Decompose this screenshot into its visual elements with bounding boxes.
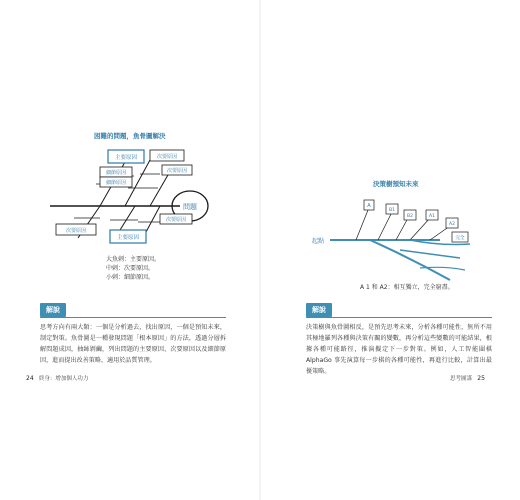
right-footer	[450, 374, 485, 382]
tree-node-b1	[386, 204, 398, 214]
tree-node-a2	[446, 218, 458, 228]
section-divider-left	[40, 317, 226, 318]
fishbone-head-label: 問題	[183, 203, 197, 211]
decision-tree-title: 決策樹預知未來	[373, 180, 419, 188]
svg-text:次要原因: 次要原因	[165, 217, 187, 223]
fishbone-box-detail-1	[100, 167, 132, 177]
decision-tree-diagram	[260, 188, 520, 288]
tree-node-a1	[426, 210, 438, 220]
legend-item: 大魚刺：主要原因。	[106, 256, 161, 263]
right-page	[260, 0, 520, 500]
fishbone-legend	[106, 255, 160, 282]
fishbone-box-secondary-1	[150, 150, 184, 161]
svg-text:次要原因: 次要原因	[65, 228, 87, 234]
fishbone-box-secondary-2	[162, 165, 192, 175]
left-page-number: 24	[26, 375, 34, 382]
fishbone-box-secondary-3	[160, 214, 192, 224]
fishbone-title: 困難的問題，魚骨圖解決	[94, 132, 166, 140]
tree-node-a	[364, 200, 374, 210]
fishbone-box-detail-2	[100, 177, 132, 187]
svg-text:主要原因: 主要原因	[116, 235, 140, 241]
svg-text:細節原因: 細節原因	[105, 170, 127, 176]
fishbone-box-main-top	[108, 150, 144, 163]
svg-text:完全: 完全	[455, 236, 465, 241]
right-footer-section: 思考圖謀	[450, 376, 473, 382]
section-badge-left: 解說	[40, 303, 66, 317]
fishbone-diagram	[0, 140, 260, 260]
svg-text:次要原因: 次要原因	[166, 168, 188, 174]
legend-item: 小刺：細節原因。	[106, 274, 155, 281]
section-divider-right	[306, 317, 492, 318]
svg-text:次要原因: 次要原因	[156, 154, 178, 160]
tree-root-label: 起點	[312, 238, 325, 245]
svg-text:B2: B2	[407, 214, 413, 219]
svg-text:A: A	[367, 203, 371, 209]
left-footer	[26, 374, 88, 382]
right-body-text: 決策樹與魚骨圖相反，是預先思考未來，分析各種可能性，無所不用其極地羅列各種與決策有關的變數，再分析這些變數的可能結果，根據各種可能路徑，推演擬定下一步對策。例如，人工智能圍棋 AlphaGo 事先演算每一步棋的各種可能性，再進行比較，計算出最優策略。	[306, 324, 492, 375]
tree-node-complete	[452, 232, 468, 242]
svg-text:主要原因: 主要原因	[114, 155, 138, 161]
svg-text:A2: A2	[449, 222, 455, 227]
left-footer-title: 終身：增加個人功力	[38, 376, 89, 382]
svg-text:B1: B1	[389, 208, 395, 213]
fishbone-box-secondary-4	[56, 224, 96, 235]
svg-text:細節原因: 細節原因	[105, 180, 127, 186]
fishbone-box-main-bottom	[110, 230, 146, 243]
svg-text:A1: A1	[429, 214, 435, 219]
legend-item: 中刺：次要原因。	[106, 265, 155, 272]
tree-node-b2	[404, 210, 416, 220]
right-page-number: 25	[477, 375, 485, 382]
section-badge-right: 解說	[306, 303, 332, 317]
decision-tree-caption: A 1 和 A2：相互獨立，完全窮盡。	[360, 284, 454, 291]
left-body-text: 思考方向有兩大類：一個是分析過去，找出原因，一個是預知未來，制定對策。魚骨圖是一種發現問題「根本原因」的方法，透過分層拆解問題成因，抽絲剝繭，列出問題的主要原因、次要原因以及細節原因，進而提出改善策略、適用於品質管理。	[40, 324, 226, 364]
